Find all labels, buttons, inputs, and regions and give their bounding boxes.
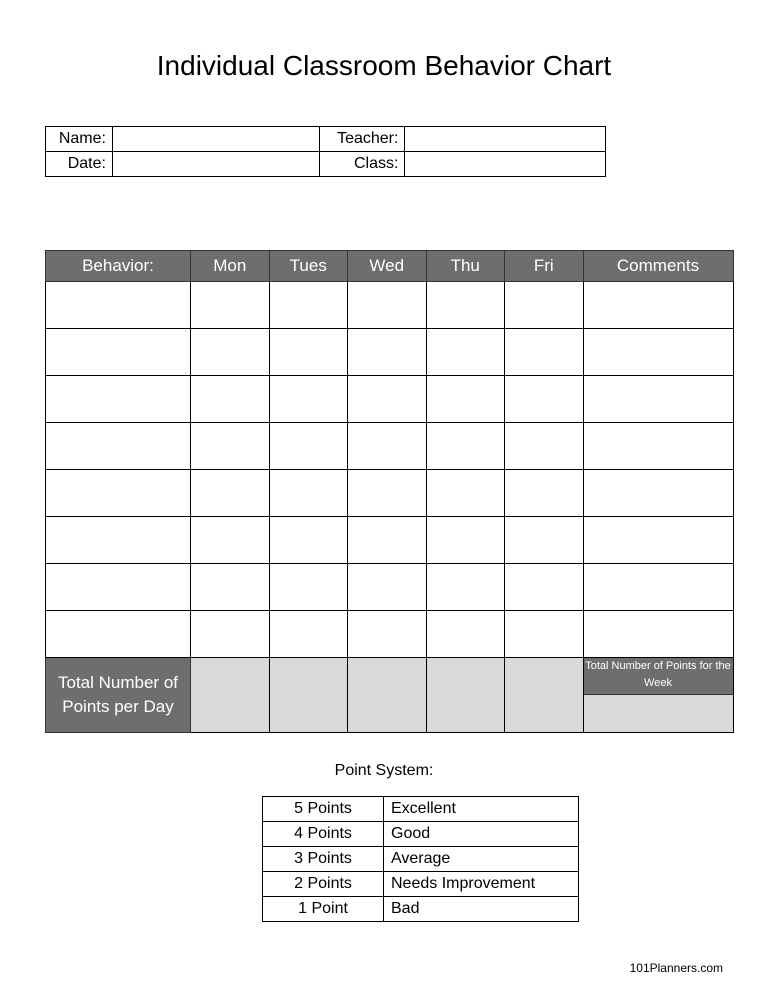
thu-cell[interactable] xyxy=(426,329,505,376)
thu-cell[interactable] xyxy=(426,282,505,329)
behavior-cell[interactable] xyxy=(46,611,191,658)
wed-cell[interactable] xyxy=(348,470,427,517)
table-row xyxy=(46,329,734,376)
point-value: 2 Points xyxy=(263,872,384,897)
point-description: Needs Improvement xyxy=(384,872,579,897)
fri-cell[interactable] xyxy=(505,423,584,470)
point-value: 5 Points xyxy=(263,797,384,822)
mon-cell[interactable] xyxy=(191,329,270,376)
behavior-cell[interactable] xyxy=(46,564,191,611)
point-value: 3 Points xyxy=(263,847,384,872)
thu-cell[interactable] xyxy=(426,423,505,470)
tues-cell[interactable] xyxy=(269,282,348,329)
point-row xyxy=(263,897,579,922)
table-row xyxy=(46,564,734,611)
comments-cell[interactable] xyxy=(583,282,733,329)
point-description: Average xyxy=(384,847,579,872)
total-wed-cell[interactable] xyxy=(348,658,427,733)
mon-cell[interactable] xyxy=(191,611,270,658)
point-row xyxy=(263,797,579,822)
behavior-cell[interactable] xyxy=(46,517,191,564)
fri-cell[interactable] xyxy=(505,517,584,564)
header-behavior: Behavior: xyxy=(46,251,191,282)
wed-cell[interactable] xyxy=(348,517,427,564)
tues-cell[interactable] xyxy=(269,517,348,564)
page-title: Individual Classroom Behavior Chart xyxy=(156,50,612,81)
point-description: Excellent xyxy=(384,797,579,822)
total-fri-cell[interactable] xyxy=(505,658,584,733)
header-row xyxy=(46,251,734,282)
comments-cell[interactable] xyxy=(583,517,733,564)
tues-cell[interactable] xyxy=(269,329,348,376)
name-field[interactable] xyxy=(112,127,320,152)
header-wed: Wed xyxy=(348,251,427,282)
footer-brand: 101Planners.com xyxy=(629,961,723,975)
comments-cell[interactable] xyxy=(583,423,733,470)
tues-cell[interactable] xyxy=(269,470,348,517)
behavior-cell[interactable] xyxy=(46,282,191,329)
mon-cell[interactable] xyxy=(191,470,270,517)
behavior-cell[interactable] xyxy=(46,329,191,376)
fri-cell[interactable] xyxy=(505,470,584,517)
date-label: Date: xyxy=(46,152,113,177)
header-fri: Fri xyxy=(505,251,584,282)
total-mon-cell[interactable] xyxy=(191,658,270,733)
fri-cell[interactable] xyxy=(505,282,584,329)
fri-cell[interactable] xyxy=(505,329,584,376)
thu-cell[interactable] xyxy=(426,611,505,658)
behavior-cell[interactable] xyxy=(46,423,191,470)
point-description: Good xyxy=(384,822,579,847)
point-value: 1 Point xyxy=(263,897,384,922)
week-total-cell xyxy=(583,658,733,733)
name-label: Name: xyxy=(46,127,113,152)
comments-cell[interactable] xyxy=(583,564,733,611)
point-system-table xyxy=(262,796,579,922)
student-info-table xyxy=(45,126,606,177)
header-mon: Mon xyxy=(191,251,270,282)
comments-cell[interactable] xyxy=(583,376,733,423)
total-thu-cell[interactable] xyxy=(426,658,505,733)
fri-cell[interactable] xyxy=(505,611,584,658)
behavior-cell[interactable] xyxy=(46,376,191,423)
wed-cell[interactable] xyxy=(348,423,427,470)
totals-row xyxy=(46,658,734,733)
fri-cell[interactable] xyxy=(505,564,584,611)
teacher-label: Teacher: xyxy=(320,127,405,152)
comments-cell[interactable] xyxy=(583,611,733,658)
mon-cell[interactable] xyxy=(191,423,270,470)
fri-cell[interactable] xyxy=(505,376,584,423)
wed-cell[interactable] xyxy=(348,329,427,376)
table-row xyxy=(46,376,734,423)
point-system-title: Point System: xyxy=(334,762,434,779)
week-total-label: Total Number of Points for the Week xyxy=(584,658,733,695)
mon-cell[interactable] xyxy=(191,376,270,423)
teacher-field[interactable] xyxy=(405,127,606,152)
mon-cell[interactable] xyxy=(191,282,270,329)
thu-cell[interactable] xyxy=(426,470,505,517)
thu-cell[interactable] xyxy=(426,517,505,564)
class-label: Class: xyxy=(320,152,405,177)
behavior-rows xyxy=(46,282,734,658)
point-row xyxy=(263,847,579,872)
wed-cell[interactable] xyxy=(348,376,427,423)
date-field[interactable] xyxy=(112,152,320,177)
thu-cell[interactable] xyxy=(426,564,505,611)
table-row xyxy=(46,470,734,517)
behavior-chart-table xyxy=(45,250,734,733)
header-tues: Tues xyxy=(269,251,348,282)
mon-cell[interactable] xyxy=(191,517,270,564)
table-row xyxy=(46,282,734,329)
table-row xyxy=(46,611,734,658)
behavior-cell[interactable] xyxy=(46,470,191,517)
class-field[interactable] xyxy=(405,152,606,177)
header-comments: Comments xyxy=(583,251,733,282)
week-total-field[interactable] xyxy=(584,695,733,732)
wed-cell[interactable] xyxy=(348,564,427,611)
wed-cell[interactable] xyxy=(348,611,427,658)
total-tues-cell[interactable] xyxy=(269,658,348,733)
total-per-day-label: Total Number of Points per Day xyxy=(46,658,191,733)
table-row xyxy=(46,517,734,564)
point-description: Bad xyxy=(384,897,579,922)
point-row xyxy=(263,822,579,847)
tues-cell[interactable] xyxy=(269,423,348,470)
header-thu: Thu xyxy=(426,251,505,282)
thu-cell[interactable] xyxy=(426,376,505,423)
comments-cell[interactable] xyxy=(583,470,733,517)
tues-cell[interactable] xyxy=(269,611,348,658)
mon-cell[interactable] xyxy=(191,564,270,611)
wed-cell[interactable] xyxy=(348,282,427,329)
comments-cell[interactable] xyxy=(583,329,733,376)
tues-cell[interactable] xyxy=(269,564,348,611)
point-value: 4 Points xyxy=(263,822,384,847)
point-row xyxy=(263,872,579,897)
table-row xyxy=(46,423,734,470)
tues-cell[interactable] xyxy=(269,376,348,423)
